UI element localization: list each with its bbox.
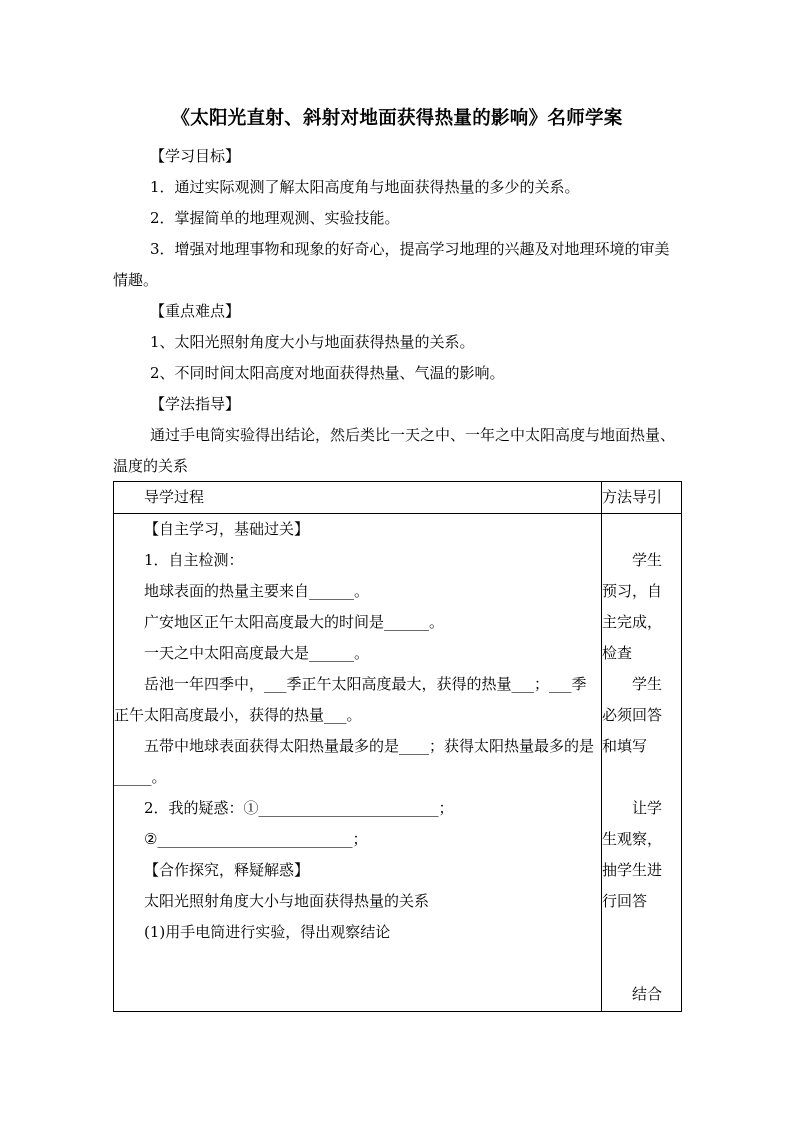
method-text: 通过手电筒实验得出结论，然后类比一天之中、一年之中太阳高度与地面热量、温度的关系 (113, 426, 676, 475)
key-point-item-1: 1、太阳光照射角度大小与地面获得热量的关系。 (150, 333, 475, 351)
table-header-row (114, 482, 682, 514)
question-daily-max: 一天之中太阳高度最大是______。 (144, 644, 370, 662)
study-process-table (113, 481, 682, 1012)
objective-item-2: 2．掌握简单的地理观测、实验技能。 (150, 209, 400, 227)
side-note-3-line-3: 抽学生进 (602, 861, 663, 879)
side-note-3-line-2: 生观察， (602, 830, 663, 848)
side-note-2-line-3: 和填写 (602, 737, 648, 755)
objective-item-3: 3．增强对地理事物和现象的好奇心，提高学习地理的兴趣及对地理环境的审美情趣。 (113, 240, 670, 289)
explore-step-1: (1)用手电筒进行实验，得出观察结论 (144, 923, 391, 941)
objective-item-1: 1．通过实际观测了解太阳高度角与地面获得热量的多少的关系。 (150, 178, 580, 196)
question-five-zones: 五带中地球表面获得太阳热量最多的是____；获得太阳热量最多的是_____。 (114, 737, 595, 786)
col-header-method: 方法导引 (602, 482, 682, 514)
process-cell (114, 514, 602, 1012)
side-note-1-line-2: 预习，自 (602, 582, 663, 600)
side-note-4-line-1: 结合 (632, 985, 663, 1003)
self-study-heading: 【自主学习，基础过关】 (144, 520, 310, 538)
question-seasons: 岳池一年四季中，___季正午太阳高度最大，获得的热量___；___季正午太阳高度最小，获得的热量___。 (114, 675, 587, 724)
side-note-2-line-1: 学生 (632, 675, 663, 693)
explore-heading: 【合作探究，释疑解惑】 (144, 861, 310, 879)
side-note-1-line-4: 检查 (602, 644, 633, 662)
explore-topic: 太阳光照射角度大小与地面获得热量的关系 (144, 892, 430, 910)
side-note-1-line-3: 主完成， (602, 613, 663, 631)
method-cell (602, 514, 682, 1012)
doubt-line-1: 2．我的疑惑：①________________________； (144, 799, 454, 817)
objectives-heading: 【学习目标】 (150, 147, 241, 165)
question-heat-source: 地球表面的热量主要来自______。 (144, 582, 370, 600)
side-note-1-line-1: 学生 (632, 551, 663, 569)
side-note-3-line-1: 让学 (632, 799, 663, 817)
key-points-heading: 【重点难点】 (150, 302, 241, 320)
col-header-process: 导学过程 (114, 482, 602, 514)
question-guangan-noon: 广安地区正午太阳高度最大的时间是______。 (144, 613, 445, 631)
table-body-row (114, 514, 682, 1012)
side-note-2-line-2: 必须回答 (602, 706, 663, 724)
side-note-3-line-4: 行回答 (602, 892, 648, 910)
method-heading: 【学法指导】 (150, 395, 241, 413)
document-title: 《太阳光直射、斜射对地面获得热量的影响》名师学案 (171, 108, 623, 129)
self-check-label: 1．自主检测： (144, 551, 244, 569)
doubt-line-2: ②__________________________； (144, 830, 368, 848)
key-point-item-2: 2、不同时间太阳高度对地面获得热量、气温的影响。 (150, 364, 505, 382)
